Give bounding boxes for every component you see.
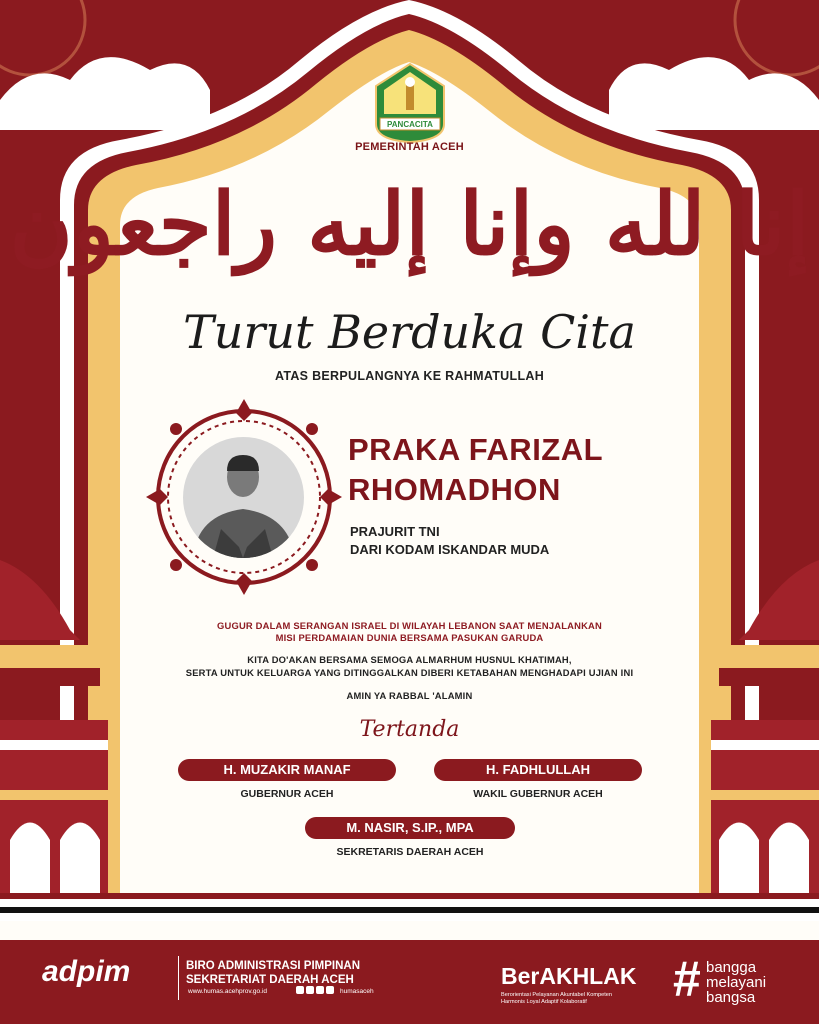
biro-line1: BIRO ADMINISTRASI PIMPINAN	[186, 960, 360, 972]
signatory-name-secretary: M. NASIR, S.IP., MPA	[305, 817, 515, 839]
deceased-photo	[183, 437, 304, 558]
aceh-emblem-icon	[372, 62, 448, 144]
signatory-role-governor: GUBERNUR ACEH	[240, 788, 334, 800]
deceased-name-line2: RHOMADHON	[348, 472, 561, 507]
prayer-line1: KITA DO'AKAN BERSAMA SEMOGA ALMARHUM HUSNUL KHATIMAH,	[247, 654, 572, 665]
message-red-line2: MISI PERDAMAIAN DUNIA BERSAMA PASUKAN GARUDA	[275, 632, 544, 643]
berakhlak-logo: BerAKHLAK	[501, 963, 637, 989]
signatory-name-vice-governor: H. FADHLULLAH	[434, 759, 642, 781]
signatory-name-governor: H. MUZAKIR MANAF	[178, 759, 396, 781]
deceased-rank-line1: PRAJURIT TNI	[350, 524, 440, 539]
script-title: Turut Berduka Cita	[183, 305, 636, 359]
signatory-role-secretary: SEKRETARIS DAERAH ACEH	[336, 846, 484, 858]
social-handle[interactable]: humasaceh	[340, 988, 374, 995]
website-link[interactable]: www.humas.acehprov.go.id	[188, 988, 268, 995]
tertanda-label: Tertanda	[359, 717, 460, 742]
message-red-line1: GUGUR DALAM SERANGAN ISRAEL DI WILAYAH LEBANON SAAT MENJALANKAN	[216, 620, 602, 631]
emblem-caption: PEMERINTAH ACEH	[355, 141, 464, 153]
hashtag-icon: #	[673, 951, 701, 1007]
prayer-line2: SERTA UNTUK KELUARGA YANG DITINGGALKAN DIBERI KETABAHAN MENGHADAPI UJIAN INI	[185, 667, 634, 678]
signatory-role-vice-governor: WAKIL GUBERNUR ACEH	[473, 788, 603, 800]
berakhlak-subtitle-line2: Harmonis Loyal Adaptif Kolaboratif	[501, 999, 587, 1005]
deceased-name-line1: PRAKA FARIZAL	[348, 432, 604, 467]
subtitle: ATAS BERPULANGNYA KE RAHMATULLAH	[274, 369, 545, 383]
adpim-logo: adpim	[42, 955, 131, 988]
social-media-icons	[296, 986, 336, 995]
emblem-banner-text: PANCACITA	[387, 120, 433, 129]
hashtag-line1: bangga	[706, 959, 757, 976]
arabic-calligraphy: إنا لله وإنا إليه راجعون	[9, 174, 810, 275]
hashtag-line3: bangsa	[706, 989, 756, 1006]
amin-line: AMIN YA RABBAL 'ALAMIN	[346, 690, 473, 701]
hashtag-line2: melayani	[706, 974, 767, 991]
footer-divider	[178, 956, 179, 1000]
berakhlak-subtitle-line1: Berorientasi Pelayanan Akuntabel Kompeten	[501, 992, 613, 998]
biro-line2: SEKRETARIAT DAERAH ACEH	[186, 974, 354, 986]
deceased-rank-line2: DARI KODAM ISKANDAR MUDA	[350, 542, 550, 557]
